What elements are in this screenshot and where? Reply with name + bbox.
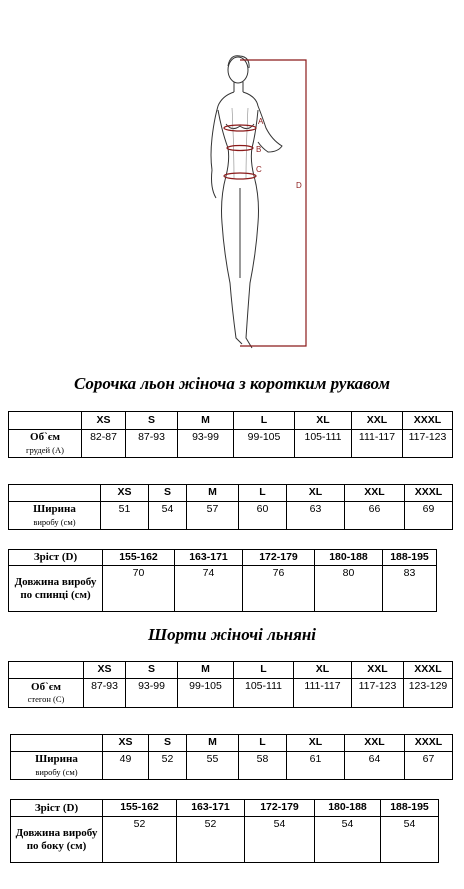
size-header: M [178,662,234,679]
value-cell: 54 [315,817,381,863]
female-silhouette-icon [170,48,330,358]
size-header: XL [294,662,352,679]
row-label: Довжина виробу по боку (см) [11,817,103,863]
value-cell: 80 [315,566,383,612]
corner-cell [9,662,84,679]
value-cell: 55 [187,752,239,780]
value-cell: 70 [103,566,175,612]
value-cell: 52 [103,817,177,863]
shorts-length-table [10,799,439,863]
label-d: D [296,181,302,190]
size-header: S [149,735,187,752]
value-cell: 54 [149,502,187,530]
size-header: XXXL [405,485,453,502]
value-cell: 51 [101,502,149,530]
size-header: M [187,485,239,502]
corner-cell [11,735,103,752]
label-b: B [256,145,262,154]
value-cell: 117-123 [352,679,404,708]
value-cell: 93-99 [126,679,178,708]
label-a: A [258,117,264,126]
value-cell: 105-111 [295,430,352,458]
size-header: XL [287,485,345,502]
label-c: C [256,165,262,174]
shirt-title: Сорочка льон жіноча з коротким рукавом [73,374,391,393]
size-header: XXXL [405,735,453,752]
height-header: 155-162 [103,800,177,817]
height-header: 163-171 [175,550,243,566]
value-cell: 63 [287,502,345,530]
size-header: L [239,735,287,752]
size-header: S [126,662,178,679]
value-cell: 99-105 [234,430,295,458]
size-header: XL [295,412,352,430]
shirt-length-table [8,549,437,612]
value-cell: 111-117 [294,679,352,708]
value-cell: 87-93 [126,430,178,458]
row-label: Об`єм грудей (А) [9,430,82,458]
size-header: L [239,485,287,502]
shorts-width-table [10,734,453,780]
size-header: XS [84,662,126,679]
value-cell: 87-93 [84,679,126,708]
value-cell: 61 [287,752,345,780]
size-header: XXL [352,662,404,679]
size-header: M [187,735,239,752]
value-cell: 64 [345,752,405,780]
size-header: M [178,412,234,430]
value-cell: 69 [405,502,453,530]
size-header: XXXL [403,412,453,430]
corner-cell [9,485,101,502]
size-header: XS [103,735,149,752]
row-label: Ширина виробу (см) [11,752,103,780]
shorts-title: Шорти жіночі льняні [148,625,316,644]
size-header: S [126,412,178,430]
value-cell: 99-105 [178,679,234,708]
size-header: XXL [352,412,403,430]
size-header: XL [287,735,345,752]
value-cell: 54 [381,817,439,863]
height-header: 180-188 [315,800,381,817]
height-header: 172-179 [243,550,315,566]
size-header: XXL [345,485,405,502]
shirt-width-table [8,484,453,530]
value-cell: 93-99 [178,430,234,458]
size-header: L [234,662,294,679]
height-header: 172-179 [245,800,315,817]
size-header: XXL [345,735,405,752]
value-cell: 123-129 [404,679,453,708]
row-label: Об`єм стегон (С) [9,679,84,708]
value-cell: 52 [149,752,187,780]
value-cell: 67 [405,752,453,780]
height-header: 188-195 [381,800,439,817]
value-cell: 54 [245,817,315,863]
value-cell: 66 [345,502,405,530]
value-cell: 57 [187,502,239,530]
height-header: 180-188 [315,550,383,566]
value-cell: 82-87 [82,430,126,458]
size-header: XS [101,485,149,502]
shorts-hips-table [8,661,453,708]
value-cell: 76 [243,566,315,612]
value-cell: 111-117 [352,430,403,458]
row-label: Ширина виробу (см) [9,502,101,530]
size-header: XXXL [404,662,453,679]
value-cell: 83 [383,566,437,612]
value-cell: 105-111 [234,679,294,708]
shirt-chest-table [8,411,453,458]
size-header: S [149,485,187,502]
row-label: Довжина виробу по спинці (см) [9,566,103,612]
height-label: Зріст (D) [11,800,103,817]
body-measurement-figure [170,48,330,358]
value-cell: 117-123 [403,430,453,458]
value-cell: 60 [239,502,287,530]
corner-cell [9,412,82,430]
value-cell: 58 [239,752,287,780]
value-cell: 52 [177,817,245,863]
size-header: L [234,412,295,430]
height-label: Зріст (D) [9,550,103,566]
height-header: 188-195 [383,550,437,566]
value-cell: 49 [103,752,149,780]
height-header: 155-162 [103,550,175,566]
height-header: 163-171 [177,800,245,817]
value-cell: 74 [175,566,243,612]
size-header: XS [82,412,126,430]
